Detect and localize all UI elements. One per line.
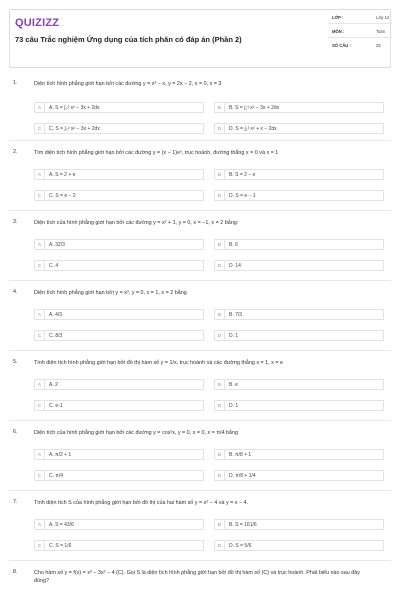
option-text: D. π/8 + 1/4 xyxy=(229,473,256,479)
option-text: B. π/8 + 1 xyxy=(229,452,252,458)
option-letter: D xyxy=(215,261,225,270)
option-c[interactable] xyxy=(34,260,204,271)
meta-row-grade xyxy=(328,10,392,24)
option-text: D. S = ∫₁³ x² + x − 2dx xyxy=(229,126,277,132)
option-text: D. 1 xyxy=(229,403,239,409)
option-text: B. S = 2 − e xyxy=(229,172,256,178)
option-b[interactable] xyxy=(214,102,384,113)
option-a[interactable] xyxy=(34,169,204,180)
option-letter: B xyxy=(215,450,225,459)
meta-row-subject xyxy=(328,24,392,38)
question-number: 5. xyxy=(13,359,18,365)
option-letter: D xyxy=(215,541,225,550)
option-letter: C xyxy=(35,191,45,200)
document-header xyxy=(9,9,391,68)
option-text: C. S = e − 2 xyxy=(49,193,76,199)
divider xyxy=(9,420,391,421)
question-number: 1. xyxy=(13,80,18,86)
option-d[interactable] xyxy=(214,190,384,201)
option-letter: A xyxy=(35,450,45,459)
option-text: A. S = 43/6 xyxy=(49,522,74,528)
option-text: C. 8/3 xyxy=(49,333,63,339)
option-letter: D xyxy=(215,191,225,200)
option-text: D. S = e − 1 xyxy=(229,193,256,199)
option-a[interactable] xyxy=(34,519,204,530)
option-letter: C xyxy=(35,331,45,340)
option-c[interactable] xyxy=(34,190,204,201)
option-text: A. S = 2 + e xyxy=(49,172,76,178)
meta-value: 25 xyxy=(376,43,381,48)
option-letter: C xyxy=(35,401,45,410)
meta-value: Lớp 12 xyxy=(376,15,390,20)
option-letter: D xyxy=(215,331,225,340)
option-d[interactable] xyxy=(214,123,384,134)
option-text: C. S = ∫₀³ x² − 3x + 2dx xyxy=(49,126,100,132)
option-b[interactable] xyxy=(214,519,384,530)
question-number: 2. xyxy=(13,149,18,155)
option-letter: D xyxy=(215,124,225,133)
question-number: 4. xyxy=(13,289,18,295)
option-letter: B xyxy=(215,103,225,112)
quizizz-logo: QUIZIZZ xyxy=(15,17,60,29)
meta-label: MÔN : xyxy=(332,29,345,34)
option-c[interactable] xyxy=(34,470,204,481)
question-text: Diện tích hình phẳng giới hạn bởi y = x³, y = 0, x = 1, x = 2 bằng xyxy=(34,290,187,296)
option-letter: A xyxy=(35,310,45,319)
option-d[interactable] xyxy=(214,470,384,481)
option-c[interactable] xyxy=(34,123,204,134)
question-text: Tìm diện tích hình phẳng giới hạn bởi các đường y = (x − 1)eˣ, trục hoành, đường thẳng x = 0 và x = 1 xyxy=(34,150,279,156)
question-text: Tính diện tích S của hình phẳng giới hạn bởi đồ thị của hai hàm số y = x² − 4 và y = x − 4. xyxy=(34,500,249,506)
question-text: Diện tích hình phẳng giới hạn bởi các đường y = x² − x, y = 2x − 2, x = 0, x = 3 xyxy=(34,81,222,87)
option-text: A. π/2 + 1 xyxy=(49,452,72,458)
option-text: D. S = 5/6 xyxy=(229,543,252,549)
option-b[interactable] xyxy=(214,239,384,250)
question-number: 6. xyxy=(13,429,18,435)
question-text: Diện tích của hình phẳng giới hạn bởi các đường y = cos²x, y = 0, x = 0, x = π/4 bằng xyxy=(34,430,239,436)
option-letter: B xyxy=(215,310,225,319)
meta-label: LỚP : xyxy=(332,15,344,20)
divider xyxy=(9,140,391,141)
meta-table xyxy=(328,10,392,52)
meta-label: SỐ CÂU : xyxy=(332,43,351,48)
divider xyxy=(9,210,391,211)
option-letter: B xyxy=(215,240,225,249)
divider xyxy=(9,560,391,561)
option-letter: A xyxy=(35,380,45,389)
option-a[interactable] xyxy=(34,309,204,320)
option-letter: C xyxy=(35,124,45,133)
divider xyxy=(9,490,391,491)
option-letter: C xyxy=(35,471,45,480)
option-text: C. e-1 xyxy=(49,403,63,409)
option-d[interactable] xyxy=(214,330,384,341)
option-text: A. S = ∫₀³ x² − 3x + 2dx xyxy=(49,105,100,111)
option-b[interactable] xyxy=(214,449,384,460)
option-letter: A xyxy=(35,103,45,112)
divider xyxy=(9,350,391,351)
option-letter: C xyxy=(35,261,45,270)
option-text: D. 1 xyxy=(229,333,239,339)
option-d[interactable] xyxy=(214,400,384,411)
option-text: C. S = 1/6 xyxy=(49,543,72,549)
option-letter: A xyxy=(35,240,45,249)
question-number: 7. xyxy=(13,499,18,505)
option-text: B. e xyxy=(229,382,238,388)
option-letter: B xyxy=(215,520,225,529)
option-text: C. 4 xyxy=(49,263,59,269)
question-number: 8. xyxy=(13,569,18,575)
option-letter: A xyxy=(35,520,45,529)
option-b[interactable] xyxy=(214,309,384,320)
question-number: 3. xyxy=(13,219,18,225)
option-letter: D xyxy=(215,401,225,410)
option-letter: A xyxy=(35,170,45,179)
question-text: Cho hàm số y = f(x) = x³ − 3x² − 4 (C). Gọi S là diện tích hình phẳng giới hạn bởi đồ thị hàm số (C) và trục hoành. Phát biểu nào sau đây đúng? xyxy=(34,570,360,584)
option-text: C. π/4 xyxy=(49,473,64,479)
option-text: B. S = ∫₁³ x² − 3x + 2dx xyxy=(229,105,280,111)
option-b[interactable] xyxy=(214,379,384,390)
option-text: B. 6 xyxy=(229,242,238,248)
option-text: B. S = 161/6 xyxy=(229,522,257,528)
meta-row-count xyxy=(328,38,392,52)
option-letter: B xyxy=(215,380,225,389)
option-a[interactable] xyxy=(34,379,204,390)
option-c[interactable] xyxy=(34,330,204,341)
option-d[interactable] xyxy=(214,260,384,271)
option-letter: C xyxy=(35,541,45,550)
option-a[interactable] xyxy=(34,449,204,460)
option-b[interactable] xyxy=(214,169,384,180)
meta-value: Toán xyxy=(376,29,386,34)
option-text: D. 14 xyxy=(229,263,241,269)
option-letter: B xyxy=(215,170,225,179)
question-text: Diện tích của hình phẳng giới hạn bởi các đường y = x² + 1, y = 0, x = −1, x = 2 bằng: xyxy=(34,220,239,226)
option-text: A. 4/3 xyxy=(49,312,63,318)
option-c[interactable] xyxy=(34,400,204,411)
option-c[interactable] xyxy=(34,540,204,551)
option-a[interactable] xyxy=(34,102,204,113)
divider xyxy=(9,280,391,281)
option-letter: D xyxy=(215,471,225,480)
option-d[interactable] xyxy=(214,540,384,551)
question-text: Tính diện tích hình phẳng giới hạn bởi đồ thị hàm số y = 1/x, trục hoành và các đường thẳng x = 1, x = e xyxy=(34,360,284,366)
option-a[interactable] xyxy=(34,239,204,250)
option-text: A. 32/3 xyxy=(49,242,65,248)
option-text: A. 2 xyxy=(49,382,58,388)
page-title: 73 câu Trắc nghiệm Ứng dụng của tích phân có đáp án (Phần 2) xyxy=(15,35,242,44)
option-text: B. 7/3 xyxy=(229,312,243,318)
